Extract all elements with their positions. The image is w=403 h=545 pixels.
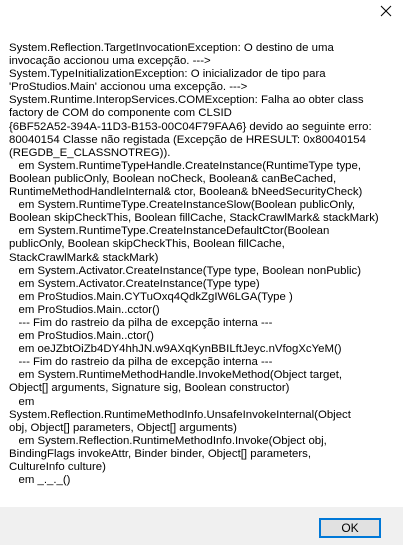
ok-button[interactable]: OK xyxy=(319,518,381,538)
message-line: em System.Reflection.RuntimeMethodInfo.Invoke(Object obj, xyxy=(9,434,327,447)
close-icon xyxy=(380,5,392,17)
message-line: em System.RuntimeType.CreateInstanceDefaultCtor(Boolean xyxy=(9,225,330,238)
message-line: em System.Activator.CreateInstance(Type type) xyxy=(9,277,260,290)
message-line: 'ProStudios.Main' accionou uma excepção. ---> xyxy=(9,81,248,94)
message-line: Object[] arguments, Signature sig, Boolean constructor) xyxy=(9,382,290,395)
message-line: --- Fim do rastreio da pilha de excepção interna --- xyxy=(9,356,273,369)
message-line: em oeJZbtOiZb4DY4hhJN.w9AXqKynBBILftJeyc.nVfogXcYeM() xyxy=(9,343,342,356)
message-line: em System.Activator.CreateInstance(Type type, Boolean nonPublic) xyxy=(9,264,362,277)
message-line: BindingFlags invokeAttr, Binder binder, Object[] parameters, xyxy=(9,447,312,460)
error-message xyxy=(9,42,395,487)
message-line: CultureInfo culture) xyxy=(9,461,106,473)
message-line: invocação accionou uma excepção. ---> xyxy=(9,55,211,68)
message-line: em _._._() xyxy=(9,474,71,487)
message-line: (REGDB_E_CLASSNOTREG)). xyxy=(9,146,171,159)
message-line: publicOnly, Boolean skipCheckThis, Boolean fillCache, xyxy=(9,238,285,251)
message-line: em ProStudios.Main.CYTuOxq4QdkZgIW6LGA(Type ) xyxy=(9,290,293,303)
message-line: System.Reflection.RuntimeMethodInfo.UnsafeInvokeInternal(Object xyxy=(9,408,351,421)
message-line: 80040154 Classe não registada (Excepção de HRESULT: 0x80040154 xyxy=(9,133,366,146)
message-line: obj, Object[] parameters, Object[] arguments) xyxy=(9,421,237,434)
dialog-footer xyxy=(0,507,403,545)
message-line: {6BF52A52-394A-11D3-B153-00C04F79FAA6} devido ao seguinte erro: xyxy=(9,120,372,133)
message-line: Boolean skipCheckThis, Boolean fillCache, StackCrawlMark& stackMark) xyxy=(9,212,379,225)
message-line: StackCrawlMark& stackMark) xyxy=(9,251,159,264)
message-line: factory de COM do componente com CLSID xyxy=(9,107,232,120)
message-line: RuntimeMethodHandleInternal& ctor, Boolean& bNeedSecurityCheck) xyxy=(9,186,363,199)
message-line: em ProStudios.Main..cctor() xyxy=(9,303,160,316)
message-line: em System.RuntimeTypeHandle.CreateInstance(RuntimeType type, xyxy=(9,159,362,172)
message-line: --- Fim do rastreio da pilha de excepção interna --- xyxy=(9,316,273,329)
message-line: System.TypeInitializationException: O inicializador de tipo para xyxy=(9,68,326,81)
message-line: em System.RuntimeMethodHandle.InvokeMethod(Object target, xyxy=(9,369,343,382)
message-line: em System.RuntimeType.CreateInstanceSlow(Boolean publicOnly, xyxy=(9,199,356,212)
message-line: System.Reflection.TargetInvocationException: O destino de uma xyxy=(9,42,334,54)
message-line: em xyxy=(9,395,35,408)
message-line: System.Runtime.InteropServices.COMException: Falha ao obter class xyxy=(9,94,364,107)
message-line: Boolean publicOnly, Boolean noCheck, Boolean& canBeCached, xyxy=(9,172,337,185)
message-line: em ProStudios.Main..ctor() xyxy=(9,330,154,343)
close-button[interactable] xyxy=(369,0,403,22)
